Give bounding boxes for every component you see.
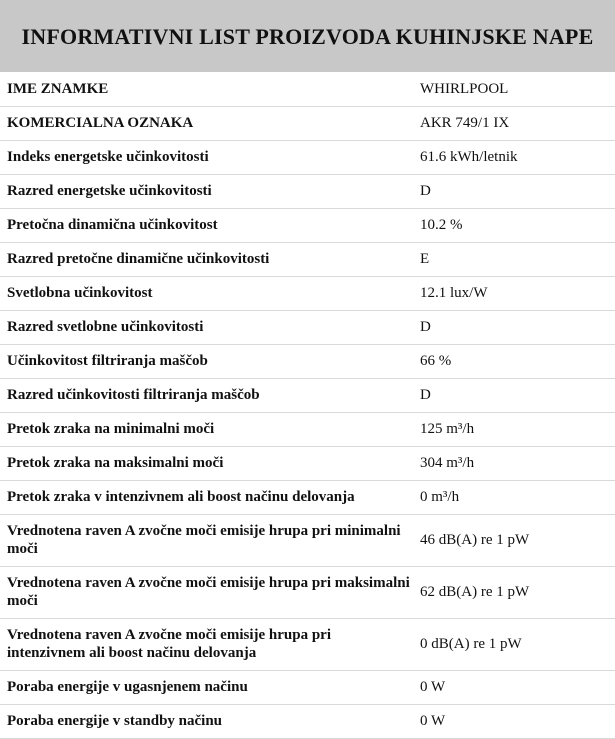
- row-label: Učinkovitost filtriranja maščob: [0, 344, 412, 378]
- row-value: 46 dB(A) re 1 pW: [412, 514, 615, 566]
- table-row: [0, 480, 615, 514]
- row-label: Poraba energije v ugasnjenem načinu: [0, 670, 412, 704]
- table-row: [0, 670, 615, 704]
- row-label: Vrednotena raven A zvočne moči emisije hrupa pri intenzivnem ali boost načinu delovanja: [0, 618, 412, 670]
- row-label: Vrednotena raven A zvočne moči emisije hrupa pri minimalni moči: [0, 514, 412, 566]
- table-row: [0, 276, 615, 310]
- row-label: Pretočna dinamična učinkovitost: [0, 208, 412, 242]
- table-row: [0, 208, 615, 242]
- row-value: 304 m³/h: [412, 446, 615, 480]
- row-value: 66 %: [412, 344, 615, 378]
- row-label: Razred učinkovitosti filtriranja maščob: [0, 378, 412, 412]
- row-value: D: [412, 378, 615, 412]
- table-row: [0, 704, 615, 738]
- row-value: 12.1 lux/W: [412, 276, 615, 310]
- table-row: [0, 140, 615, 174]
- page-title: INFORMATIVNI LIST PROIZVODA KUHINJSKE NAPE: [21, 23, 594, 49]
- row-value: E: [412, 242, 615, 276]
- row-label: Pretok zraka na maksimalni moči: [0, 446, 412, 480]
- row-value: D: [412, 310, 615, 344]
- table-row: [0, 106, 615, 140]
- row-label: Pretok zraka na minimalni moči: [0, 412, 412, 446]
- row-value: 10.2 %: [412, 208, 615, 242]
- row-value: 0 W: [412, 704, 615, 738]
- table-row: [0, 174, 615, 208]
- row-label: Poraba energije v standby načinu: [0, 704, 412, 738]
- row-label: KOMERCIALNA OZNAKA: [0, 106, 412, 140]
- row-label: Indeks energetske učinkovitosti: [0, 140, 412, 174]
- table-row: [0, 446, 615, 480]
- table-row: [0, 344, 615, 378]
- row-label: Razred svetlobne učinkovitosti: [0, 310, 412, 344]
- table-row: [0, 618, 615, 670]
- table-row: [0, 72, 615, 106]
- table-row: [0, 514, 615, 566]
- row-value: 0 m³/h: [412, 480, 615, 514]
- row-label: Svetlobna učinkovitost: [0, 276, 412, 310]
- row-value: WHIRLPOOL: [412, 72, 615, 106]
- table-row: [0, 412, 615, 446]
- row-label: IME ZNAMKE: [0, 72, 412, 106]
- product-info-table: [0, 72, 615, 739]
- row-value: AKR 749/1 IX: [412, 106, 615, 140]
- table-row: [0, 310, 615, 344]
- row-value: D: [412, 174, 615, 208]
- table-row: [0, 242, 615, 276]
- row-value: 62 dB(A) re 1 pW: [412, 566, 615, 618]
- row-label: Pretok zraka v intenzivnem ali boost načinu delovanja: [0, 480, 412, 514]
- title-banner: [0, 0, 615, 72]
- row-label: Razred energetske učinkovitosti: [0, 174, 412, 208]
- row-value: 0 W: [412, 670, 615, 704]
- row-label: Vrednotena raven A zvočne moči emisije hrupa pri maksimalni moči: [0, 566, 412, 618]
- row-value: 125 m³/h: [412, 412, 615, 446]
- row-value: 61.6 kWh/letnik: [412, 140, 615, 174]
- row-value: 0 dB(A) re 1 pW: [412, 618, 615, 670]
- table-row: [0, 566, 615, 618]
- row-label: Razred pretočne dinamične učinkovitosti: [0, 242, 412, 276]
- table-row: [0, 378, 615, 412]
